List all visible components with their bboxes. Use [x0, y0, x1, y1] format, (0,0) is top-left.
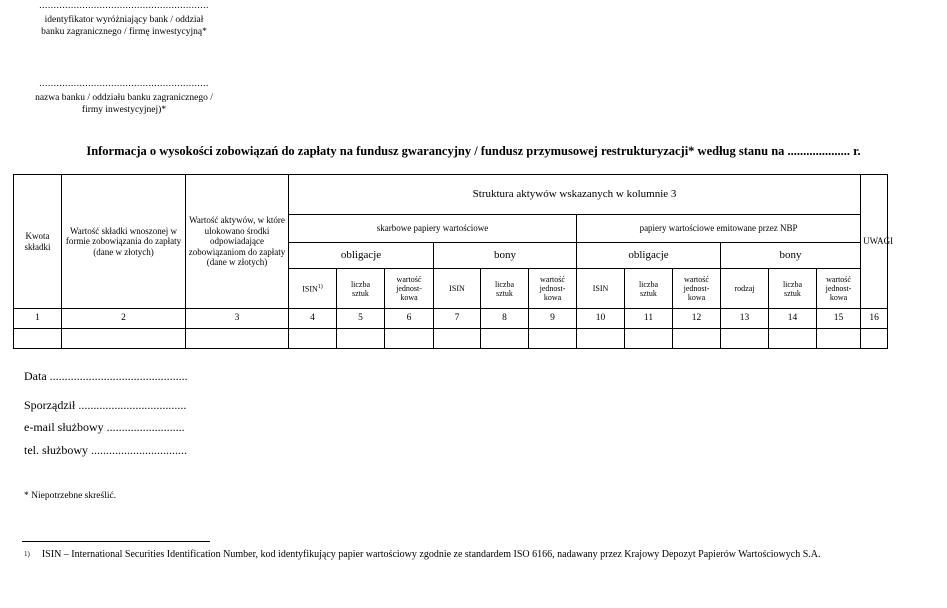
entry-cell-14[interactable] [769, 329, 817, 349]
header-bony-skarbowe: bony [434, 243, 577, 269]
wartosc-line-2: jednost- [539, 284, 566, 293]
col-num-2: 2 [62, 309, 186, 329]
email-field[interactable]: e-mail służbowy .......................... [24, 420, 185, 434]
header-skarbowe: skarbowe papiery wartościowe [289, 215, 577, 243]
col-num-11: 11 [625, 309, 673, 329]
header-obligacje-nbp: obligacje [577, 243, 721, 269]
strike-out-note: * Niepotrzebne skreślić. [24, 491, 117, 501]
date-field[interactable]: Data .............................................. [24, 369, 188, 383]
col-num-13: 13 [721, 309, 769, 329]
header-wartosc-jedn-1 [385, 269, 434, 309]
footnote-text: ISIN – International Securities Identification Number, kod identyfikujący papier wartościowy zgodnie ze standardem ISO 6166, nadawany przez Krajowy Depozyt Papierów Wartościowych S.A. [41, 549, 821, 560]
footnote-divider [22, 541, 210, 542]
liczba-line-2: sztuk [496, 288, 513, 298]
obligations-table [13, 174, 894, 349]
col-num-14: 14 [769, 309, 817, 329]
institution-identifier-label-2: banku zagranicznego / firmę inwestycyjną* [41, 27, 207, 37]
form-title: Informacja o wysokości zobowiązań do zapłaty na fundusz gwarancyjny / fundusz przymusowej restrukturyzacji* według stanu na .................... r. [86, 144, 861, 158]
header-isin-1 [289, 269, 337, 309]
wartosc-line-3: kowa [543, 293, 562, 302]
header-rodzaj: rodzaj [721, 269, 769, 309]
bank-name-dots: ........................................................... [39, 79, 209, 89]
header-isin-3: ISIN [577, 269, 625, 309]
liczba-line-1: liczba [782, 279, 803, 289]
footnote [24, 549, 904, 561]
entry-cell-10[interactable] [577, 329, 625, 349]
institution-identifier-label-1: identyfikator wyróżniający bank / oddział [44, 15, 204, 25]
header-wartosc-jedn-2 [529, 269, 577, 309]
header-wartosc-jedn-3 [673, 269, 721, 309]
entry-cell-8[interactable] [481, 329, 529, 349]
liczba-line-1: liczba [494, 279, 515, 289]
col-num-9: 9 [529, 309, 577, 329]
liczba-line-2: sztuk [784, 288, 801, 298]
isin-label: ISIN [302, 284, 318, 294]
col-num-12: 12 [673, 309, 721, 329]
bank-name-label-2: firmy inwestycyjnej)* [81, 105, 167, 115]
entry-cell-1[interactable] [14, 329, 62, 349]
wartosc-line-2: jednost- [396, 284, 422, 293]
header-wartosc-aktywow: Wartość aktywów, w które ulokowano środki odpowiadające zobowiązaniom do zapłaty (dane w złotych) [186, 175, 289, 309]
header-liczba-4 [769, 269, 817, 309]
wartosc-line-1: wartość [684, 275, 709, 284]
column-number-row [14, 309, 888, 329]
wartosc-line-2: jednost- [825, 284, 852, 293]
header-wartosc-jedn-4 [817, 269, 861, 309]
wartosc-line-1: wartość [826, 275, 851, 284]
col-num-5: 5 [337, 309, 385, 329]
entry-cell-11[interactable] [625, 329, 673, 349]
entry-cell-3[interactable] [186, 329, 289, 349]
col-num-7: 7 [434, 309, 481, 329]
header-wartosc-skladki: Wartość składki wnoszonej w formie zobowiązania do zapłaty (dane w złotych) [62, 175, 186, 309]
liczba-line-1: liczba [638, 279, 659, 289]
header-struktura: Struktura aktywów wskazanych w kolumnie 3 [289, 175, 861, 215]
col-num-10: 10 [577, 309, 625, 329]
header-liczba-3 [625, 269, 673, 309]
liczba-line-2: sztuk [640, 288, 657, 298]
col-num-3: 3 [186, 309, 289, 329]
header-kwota: Kwota składki [14, 175, 62, 309]
header-liczba-2 [481, 269, 529, 309]
header-uwagi: UWAGI [861, 175, 888, 309]
entry-cell-5[interactable] [337, 329, 385, 349]
col-num-1: 1 [14, 309, 62, 329]
col-num-6: 6 [385, 309, 434, 329]
footnote-marker: 1) [24, 550, 30, 558]
entry-cell-2[interactable] [62, 329, 186, 349]
data-entry-row[interactable] [14, 329, 888, 349]
wartosc-line-2: jednost- [683, 284, 710, 293]
col-num-16: 16 [861, 309, 888, 329]
phone-field[interactable]: tel. służbowy ................................ [24, 443, 187, 457]
wartosc-line-1: wartość [540, 275, 565, 284]
liczba-line-2: sztuk [352, 288, 369, 298]
entry-cell-7[interactable] [434, 329, 481, 349]
wartosc-line-1: wartość [396, 275, 422, 284]
header-obligacje-skarbowe: obligacje [289, 243, 434, 269]
header-bony-nbp: bony [721, 243, 861, 269]
institution-identifier-block [22, 2, 226, 38]
entry-cell-9[interactable] [529, 329, 577, 349]
entry-cell-16[interactable] [861, 329, 888, 349]
col-num-4: 4 [289, 309, 337, 329]
header-liczba-1 [337, 269, 385, 309]
prepared-by-field[interactable]: Sporządził .................................... [24, 398, 187, 412]
entry-cell-15[interactable] [817, 329, 861, 349]
wartosc-line-3: kowa [829, 293, 848, 302]
header-nbp: papiery wartościowe emitowane przez NBP [577, 215, 861, 243]
entry-cell-4[interactable] [289, 329, 337, 349]
liczba-line-1: liczba [350, 279, 371, 289]
wartosc-line-3: kowa [687, 293, 706, 302]
wartosc-line-3: kowa [400, 293, 418, 302]
col-num-15: 15 [817, 309, 861, 329]
col-num-8: 8 [481, 309, 529, 329]
entry-cell-13[interactable] [721, 329, 769, 349]
header-isin-2: ISIN [434, 269, 481, 309]
entry-cell-6[interactable] [385, 329, 434, 349]
isin-footnote-marker: 1) [317, 284, 323, 291]
entry-cell-12[interactable] [673, 329, 721, 349]
institution-identifier-dots: ........................................................... [39, 1, 209, 11]
bank-name-label-1: nazwa banku / oddziału banku zagranicznego / [35, 93, 213, 103]
bank-name-block [22, 80, 226, 116]
